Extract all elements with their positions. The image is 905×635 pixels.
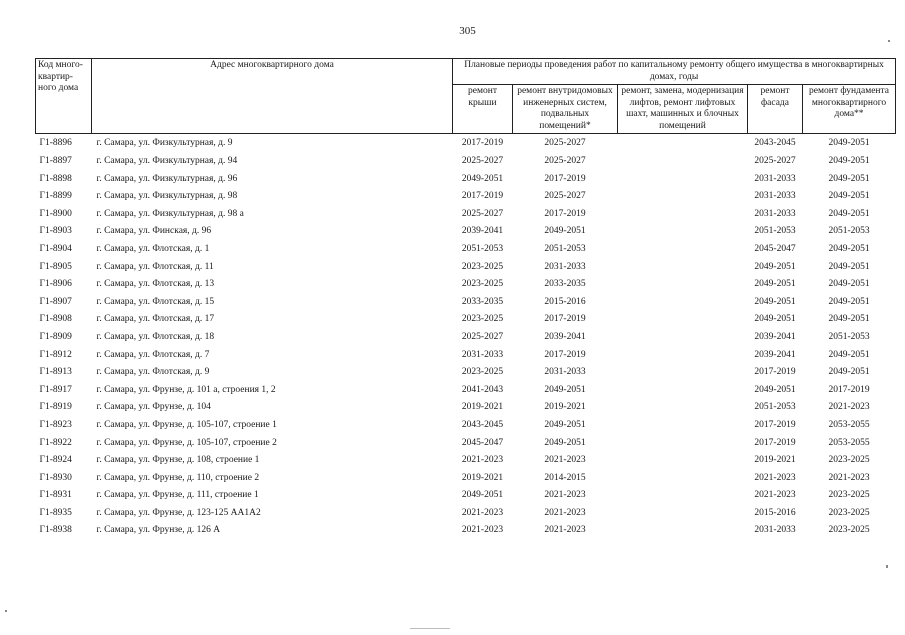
cell-roof: 2023-2025 [461,367,504,378]
cell-address: г. Самара, ул. Физкультурная, д. 96 [96,173,238,184]
cell-code: Г1-8922 [39,437,72,448]
cell-foundation: 2053-2055 [828,419,870,430]
table-row [36,223,896,241]
scan-speck [5,610,7,612]
cell-code: Г1-8898 [39,173,72,184]
cell-systems: 2031-2033 [544,261,586,272]
cell-systems: 2017-2019 [544,349,586,360]
cell-address: г. Самара, ул. Физкультурная, д. 98 а [96,208,244,219]
cell-foundation: 2049-2051 [828,367,870,378]
cell-code: Г1-8906 [39,279,72,290]
cell-foundation: 2049-2051 [828,156,870,166]
cell-facade: 2045-2047 [754,243,796,254]
cell-code: Г1-8912 [39,349,72,360]
cell-foundation: 2049-2051 [828,138,870,148]
cell-foundation: 2049-2051 [828,173,870,184]
table-row [36,487,896,505]
cell-roof: 2049-2051 [461,173,504,184]
cell-roof: 2031-2033 [461,349,504,360]
cell-roof: 2023-2025 [461,279,504,290]
cell-facade: 2051-2053 [754,402,796,413]
scan-speck [888,40,890,42]
cell-address: г. Самара, ул. Фрунзе, д. 108, строение 1 [96,455,260,466]
cell-address: г. Самара, ул. Фрунзе, д. 101 а, строения 1, 2 [96,384,276,395]
cell-systems: 2017-2019 [544,173,586,184]
table-row [36,435,896,453]
cell-code: Г1-8900 [39,208,72,219]
cell-address: г. Самара, ул. Физкультурная, д. 98 [96,191,238,202]
cell-elevators [618,487,748,505]
cell-code: Г1-8930 [39,472,72,483]
cell-code: Г1-8907 [39,296,72,307]
cell-systems: 2025-2027 [544,156,586,166]
cell-elevators [618,223,748,241]
cell-roof: 2043-2045 [461,419,504,430]
cell-facade: 2017-2019 [754,367,796,378]
cell-roof: 2045-2047 [461,437,504,448]
cell-systems: 2025-2027 [544,138,586,148]
cell-code: Г1-8908 [39,314,72,325]
cell-elevators [618,171,748,189]
table-header [36,59,896,134]
cell-foundation: 2021-2023 [828,402,870,413]
scan-speck [410,628,450,629]
cell-code: Г1-8931 [39,490,72,501]
cell-facade: 2049-2051 [754,261,796,272]
cell-roof: 2021-2023 [461,455,504,466]
cell-address: г. Самара, ул. Флотская, д. 13 [96,279,215,290]
cell-roof: 2041-2043 [461,384,504,395]
table-row [36,259,896,277]
cell-facade: 2031-2033 [754,191,796,202]
cell-code: Г1-8909 [39,331,72,342]
cell-address: г. Самара, ул. Физкультурная, д. 9 [96,138,233,148]
cell-foundation: 2051-2053 [828,331,870,342]
table-row [36,452,896,470]
cell-address: г. Самара, ул. Флотская, д. 11 [96,261,214,272]
cell-roof: 2049-2051 [461,490,504,501]
cell-elevators [618,347,748,365]
cell-foundation: 2051-2053 [828,226,870,237]
cell-facade: 2031-2033 [754,525,796,536]
cell-address: г. Самара, ул. Финская, д. 96 [96,226,212,237]
cell-systems: 2051-2053 [544,243,586,254]
cell-facade: 2039-2041 [754,331,796,342]
table-row [36,241,896,259]
table-row [36,276,896,294]
cell-roof: 2025-2027 [461,208,504,219]
cell-facade: 2039-2041 [754,349,796,360]
cell-code: Г1-8899 [39,191,72,202]
cell-foundation: 2049-2051 [828,208,870,219]
cell-foundation: 2049-2051 [828,261,870,272]
header-periods: Плановые периоды проведения работ по капитальному ремонту общего имущества в многоквартирных домах, годы [453,59,896,85]
table-row [36,206,896,224]
cell-address: г. Самара, ул. Флотская, д. 9 [96,367,210,378]
cell-roof: 2017-2019 [461,138,504,148]
cell-elevators [618,241,748,259]
cell-code: Г1-8935 [39,507,72,518]
cell-address: г. Самара, ул. Флотская, д. 15 [96,296,215,307]
header-elevators: ремонт, замена, модернизация лифтов, ремонт лифтовых шахт, машинных и блочных помещений [618,85,748,134]
cell-facade: 2049-2051 [754,296,796,307]
cell-code: Г1-8913 [39,367,72,378]
cell-roof: 2021-2023 [461,507,504,518]
table-row [36,470,896,488]
cell-foundation: 2017-2019 [828,384,870,395]
cell-roof: 2025-2027 [461,331,504,342]
cell-foundation: 2049-2051 [828,191,870,202]
cell-facade: 2051-2053 [754,226,796,237]
cell-code: Г1-8905 [39,261,72,272]
cell-systems: 2031-2033 [544,367,586,378]
cell-roof: 2033-2035 [461,296,504,307]
cell-foundation: 2023-2025 [828,507,870,518]
cell-roof: 2039-2041 [461,226,504,237]
cell-facade: 2049-2051 [754,279,796,290]
header-roof: ремонт крыши [453,85,513,134]
cell-foundation: 2049-2051 [828,279,870,290]
cell-facade: 2019-2021 [754,455,796,466]
cell-address: г. Самара, ул. Фрунзе, д. 105-107, строение 2 [96,437,277,448]
scan-speck [886,565,888,568]
table-row [36,382,896,400]
cell-address: г. Самара, ул. Фрунзе, д. 110, строение 2 [96,472,260,483]
cell-code: Г1-8919 [39,402,72,413]
cell-systems: 2017-2019 [544,314,586,325]
table-row [36,311,896,329]
cell-roof: 2019-2021 [461,472,504,483]
table-row [36,153,896,171]
cell-address: г. Самара, ул. Физкультурная, д. 94 [96,156,238,166]
repair-schedule-table [35,58,896,540]
table-row [36,188,896,206]
cell-elevators [618,329,748,347]
cell-facade: 2049-2051 [754,384,796,395]
cell-roof: 2019-2021 [461,402,504,413]
table-row [36,294,896,312]
header-facade: ремонт фасада [748,85,803,134]
cell-facade: 2017-2019 [754,437,796,448]
cell-foundation: 2049-2051 [828,243,870,254]
cell-elevators [618,522,748,540]
header-systems: ремонт внутридомовых инженерных систем, подвальных помещений* [513,85,618,134]
cell-facade: 2049-2051 [754,314,796,325]
table-row [36,347,896,365]
cell-elevators [618,470,748,488]
cell-roof: 2017-2019 [461,191,504,202]
cell-systems: 2039-2041 [544,331,586,342]
cell-code: Г1-8917 [39,384,72,395]
cell-elevators [618,188,748,206]
cell-elevators [618,417,748,435]
cell-systems: 2021-2023 [544,455,586,466]
header-foundation: ремонт фундамента многоквартирного дома** [803,85,896,134]
table-row [36,364,896,382]
page-number: 305 [459,25,476,37]
cell-address: г. Самара, ул. Фрунзе, д. 111, строение 1 [96,490,259,501]
cell-systems: 2021-2023 [544,507,586,518]
cell-address: г. Самара, ул. Флотская, д. 1 [96,243,210,254]
cell-systems: 2025-2027 [544,191,586,202]
cell-elevators [618,505,748,523]
cell-address: г. Самара, ул. Флотская, д. 17 [96,314,215,325]
cell-systems: 2015-2016 [544,296,586,307]
table-row [36,505,896,523]
cell-elevators [618,435,748,453]
cell-systems: 2021-2023 [544,490,586,501]
cell-code: Г1-8903 [39,226,72,237]
cell-elevators [618,259,748,277]
cell-roof: 2023-2025 [461,314,504,325]
cell-foundation: 2049-2051 [828,296,870,307]
cell-systems: 2049-2051 [544,437,586,448]
cell-systems: 2014-2015 [544,472,586,483]
table-row [36,399,896,417]
header-code: Код много-квартир-ного дома [36,59,92,134]
cell-code: Г1-8897 [39,156,72,166]
table-row [36,329,896,347]
cell-elevators [618,311,748,329]
cell-systems: 2033-2035 [544,279,586,290]
cell-roof: 2021-2023 [461,525,504,536]
table-body [36,134,896,541]
cell-facade: 2031-2033 [754,173,796,184]
table-row [36,522,896,540]
table-row [36,171,896,189]
cell-elevators [618,276,748,294]
cell-facade: 2015-2016 [754,507,796,518]
cell-address: г. Самара, ул. Фрунзе, д. 126 А [96,525,221,536]
cell-elevators [618,206,748,224]
cell-systems: 2019-2021 [544,402,586,413]
cell-elevators [618,134,748,154]
cell-foundation: 2049-2051 [828,349,870,360]
cell-code: Г1-8904 [39,243,72,254]
cell-facade: 2021-2023 [754,490,796,501]
header-address: Адрес многоквартирного дома [92,59,453,134]
cell-foundation: 2023-2025 [828,490,870,501]
cell-code: Г1-8938 [39,525,72,536]
cell-code: Г1-8896 [39,138,72,148]
cell-foundation: 2049-2051 [828,314,870,325]
cell-systems: 2021-2023 [544,525,586,536]
cell-roof: 2051-2053 [461,243,504,254]
cell-facade: 2021-2023 [754,472,796,483]
cell-foundation: 2053-2055 [828,437,870,448]
cell-facade: 2031-2033 [754,208,796,219]
cell-systems: 2049-2051 [544,226,586,237]
cell-address: г. Самара, ул. Фрунзе, д. 105-107, строение 1 [96,419,277,430]
cell-elevators [618,153,748,171]
cell-elevators [618,452,748,470]
cell-roof: 2025-2027 [461,156,504,166]
cell-address: г. Самара, ул. Фрунзе, д. 123-125 АА1А2 [96,507,261,518]
cell-systems: 2017-2019 [544,208,586,219]
cell-code: Г1-8923 [39,419,72,430]
cell-facade: 2043-2045 [754,138,796,148]
cell-systems: 2049-2051 [544,384,586,395]
cell-elevators [618,382,748,400]
cell-address: г. Самара, ул. Флотская, д. 7 [96,349,210,360]
cell-roof: 2023-2025 [461,261,504,272]
cell-systems: 2049-2051 [544,419,586,430]
cell-elevators [618,364,748,382]
cell-foundation: 2023-2025 [828,455,870,466]
cell-elevators [618,399,748,417]
cell-address: г. Самара, ул. Флотская, д. 18 [96,331,215,342]
cell-code: Г1-8924 [39,455,72,466]
cell-address: г. Самара, ул. Фрунзе, д. 104 [96,402,211,413]
cell-foundation: 2021-2023 [828,472,870,483]
cell-facade: 2017-2019 [754,419,796,430]
cell-foundation: 2023-2025 [828,525,870,536]
cell-facade: 2025-2027 [754,156,796,166]
cell-elevators [618,294,748,312]
table-row [36,134,896,154]
table-row [36,417,896,435]
